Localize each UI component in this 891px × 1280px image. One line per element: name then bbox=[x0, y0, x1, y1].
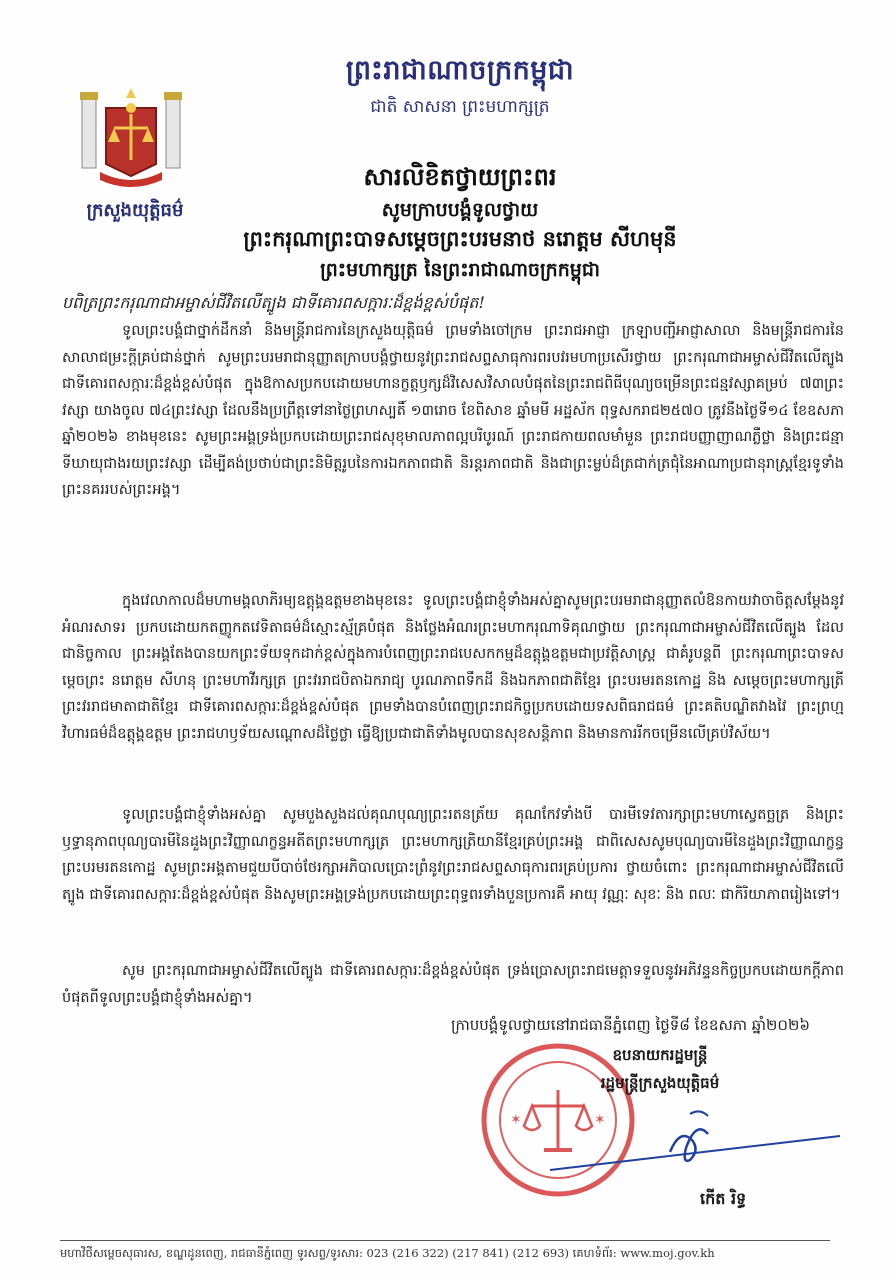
signer-role-minister: រដ្ឋមន្ត្រីក្រសួងយុត្តិធម៌ bbox=[600, 1074, 720, 1092]
handwritten-signature-icon bbox=[540, 1090, 860, 1180]
kingdom-title: ព្រះរាជាណាចក្រកម្ពុជា bbox=[345, 55, 575, 86]
salutation: បពិត្រព្រះករុណាជាអម្ចាស់ជីវិតលើត្បូង ជាទីគោរពសក្ការៈដ៏ខ្ពង់ខ្ពស់បំផុត! bbox=[62, 293, 485, 312]
paragraph-1: ទូលព្រះបង្គំជាថ្នាក់ដឹកនាំ និងមន្ត្រីរាជការនៃក្រសួងយុត្តិធម៌ ព្រមទាំងចៅក្រម ព្រះរាជអាជ្ញា ក្រឡាបញ្ជីអាជ្ញាសាលា និងមន្ត្រីរាជការនៃសាលាជម្រះក្តីគ្រប់ជាន់ថ្នាក់ សូមព្រះបរមរាជានុញ្ញាតក្រាបបង្គំថ្វាយនូវព្រះរាជសព្ទសាធុការពរបវរមហាប្រសើរថ្វាយ ព្រះករុណាជាអម្ចាស់ជីវិតលើត្បូង ជាទីគោរពសក្ការៈដ៏ខ្ពង់ខ្ពស់បំផុត ក្នុងឱកាសប្រកបដោយមហានក្ខត្តឫក្សដ៏វិសេសវិសាលបំផុតនៃព្រះរាជពិធីបុណ្យចម្រើនព្រះជន្មវស្សាគម្រប់ ៧៣ព្រះវស្សា យាងចូល ៧៤ព្រះវស្សា ដែលនឹងប្រព្រឹត្តទៅនាថ្ងៃព្រហស្បតិ៍ ១៣រោច ខែពិសាខ ឆ្នាំមមី អដ្ឋស័ក ពុទ្ធសករាជ២៥៧០ ត្រូវនឹងថ្ងៃទី១៤ ខែឧសភា ឆ្នាំ២០២៦ ខាងមុខនេះ សូមព្រះអង្គទ្រង់ប្រកបដោយព្រះរាជសុខុមាលភាពល្អបរិបូរណ៍ ព្រះរាជកាយពលមាំមួន ព្រះរាជបញ្ញាញាណភ្លឺថ្លា និងព្រះជន្មាទីឃាយុជាងរយព្រះវស្សា ដើម្បីគង់ប្រថាប់ជាព្រះនិមិត្តរូបនៃការឯកភាពជាតិ និរន្តរភាពជាតិ និងជាព្រះម្លប់ដ៏ត្រជាក់ត្រជុំនៃអាណាប្រជានុរាស្ត្រខ្មែរទូទាំងព្រះនគររបស់ព្រះអង្គ។ bbox=[62, 323, 844, 498]
paragraph-4: សូម ព្រះករុណាជាអម្ចាស់ជីវិតលើត្បូង ជាទីគោរពសក្ការៈដ៏ខ្ពង់ខ្ពស់បំផុត ទ្រង់ប្រោសព្រះរាជមេត្តាទទួលនូវអភិវន្ទនកិច្ចប្រកបដោយកក្តីភាពបំផុតពីទូលព្រះបង្គំជាខ្ញុំទាំងអស់គ្នា។ bbox=[62, 963, 844, 1006]
king-title: ព្រះករុណាព្រះបាទសម្តេចព្រះបរមនាថ នរោត្តម សីហមុនី bbox=[243, 226, 677, 251]
place-and-date: ក្រាបបង្គំទូលថ្វាយនៅរាជធានីភ្នំពេញ ថ្ងៃទី៨ ខែឧសភា ឆ្នាំ២០២៦ bbox=[451, 1016, 810, 1034]
ministry-name: ក្រសួងយុត្តិធម៌ bbox=[86, 200, 184, 221]
signer-name: កើត រិទ្ធ bbox=[700, 1189, 747, 1208]
national-motto: ជាតិ សាសនា ព្រះមហាក្សត្រ bbox=[370, 97, 550, 117]
signature-block bbox=[430, 1016, 850, 1096]
footer-address: មហាវិថីសម្តេចសុធារស, ខណ្ឌដូនពេញ, រាជធានីភ្នំពេញ ទូរសព្ទ/ទូរសារ: 023 (216 322) (217 841) (212 693) គេហទំព័រ: www.moj.gov.kh bbox=[60, 1246, 715, 1260]
letter-title: សារលិខិតថ្វាយព្រះពរ bbox=[363, 162, 557, 191]
paragraph-2: ក្នុងវេលាកាលដ៏មហាមង្គលាភិរម្យឧត្តុង្គឧត្តមខាងមុខនេះ ទូលព្រះបង្គំជាខ្ញុំទាំងអស់គ្នាសូមព្រះបរមរាជានុញ្ញាតលំឱនកាយវាចាចិត្តសម្តែងនូវអំណរសាទរ ប្រកបដោយកតញ្ញូកតវេទិតាធម៌ដ៏ស្មោះស្ម័គ្របំផុត និងថ្លែងអំណរព្រះមហាករុណាទិគុណថ្វាយ ព្រះករុណាជាអម្ចាស់ជីវិតលើត្បូង ដែលជានិច្ចកាល ព្រះអង្គតែងបានយកព្រះទ័យទុកដាក់ខ្ពស់ក្នុងការបំពេញព្រះរាជបេសកកម្មដ៏ឧត្តុង្គឧត្តមជាប្រវត្តិសាស្ត្រ ជាគំរូបន្តពី ព្រះករុណាព្រះបាទសម្តេចព្រះ នរោត្តម សីហនុ ព្រះមហាវីរក្សត្រ ព្រះវររាជបិតាឯករាជ្យ បូរណភាពទឹកដី និងឯកភាពជាតិខ្មែរ ព្រះបរមរតនកោដ្ឋ និង សម្តេចព្រះមហាក្សត្រី ព្រះវររាជមាតាជាតិខ្មែរ ជាទីគោរពសក្ការៈដ៏ខ្ពង់ខ្ពស់បំផុត ព្រមទាំងបានបំពេញព្រះរាជកិច្ចប្រកបដោយទសពិធរាជធម៌ ព្រះគតិបណ្ឌិតវាងវៃ ព្រះព្រហ្មវិហារធម៌ដ៏ឧត្តុង្គឧត្តម ព្រះរាជហឫទ័យសណ្តោសដ៏ថ្លៃថ្លា ធ្វើឱ្យប្រជាជាតិទាំងមូលបានសុខសន្តិភាព និងមានការរីកចម្រើនលើគ្រប់វិស័យ។ bbox=[62, 593, 844, 742]
king-subtitle: ព្រះមហាក្សត្រ នៃព្រះរាជាណាចក្រកម្ពុជា bbox=[320, 259, 600, 281]
paragraph-3: ទូលព្រះបង្គំជាខ្ញុំទាំងអស់គ្នា សូមបួងសួងដល់គុណបុណ្យព្រះរតនត្រ័យ គុណកែវទាំងបី បារមីទេវតារក្សាព្រះមហាស្វេតច្ឆត្រ និងព្រះឫទ្ធានុភាពបុណ្យបារមីនៃដួងព្រះវិញ្ញាណក្ខន្ធអតីតព្រះមហាក្សត្រ ព្រះមហាក្សត្រិយានីខ្មែរគ្រប់ព្រះអង្គ ជាពិសេសសូមបុណ្យបារមីនៃដួងព្រះវិញ្ញាណក្ខន្ធ ព្រះបរមរតនកោដ្ឋ សូមព្រះអង្គតាមជួយបីបាច់ថែរក្សាអភិបាលប្រោះព្រំនូវព្រះរាជសព្ទសាធុការពរគ្រប់ប្រការ ថ្វាយចំពោះ ព្រះករុណាជាអម្ចាស់ជីវិតលើត្បូង ជាទីគោរពសក្ការៈដ៏ខ្ពង់ខ្ពស់បំផុត និងសូមព្រះអង្គទ្រង់ប្រកបដោយព្រះពុទ្ធពរទាំងបួនប្រការគឺ អាយុ វណ្ណៈ សុខៈ និង ពលៈ ជាកិរិយាភាពរៀងទៅ។ bbox=[62, 807, 844, 903]
letter-subtitle: សូមក្រាបបង្គំទូលថ្វាយ bbox=[381, 199, 539, 221]
svg-text:✶: ✶ bbox=[594, 1112, 606, 1128]
svg-text:✶: ✶ bbox=[510, 1112, 522, 1128]
footer-divider bbox=[60, 1240, 830, 1241]
signer-role-deputy-pm: ឧបនាយករដ្ឋមន្ត្រី bbox=[612, 1046, 708, 1064]
